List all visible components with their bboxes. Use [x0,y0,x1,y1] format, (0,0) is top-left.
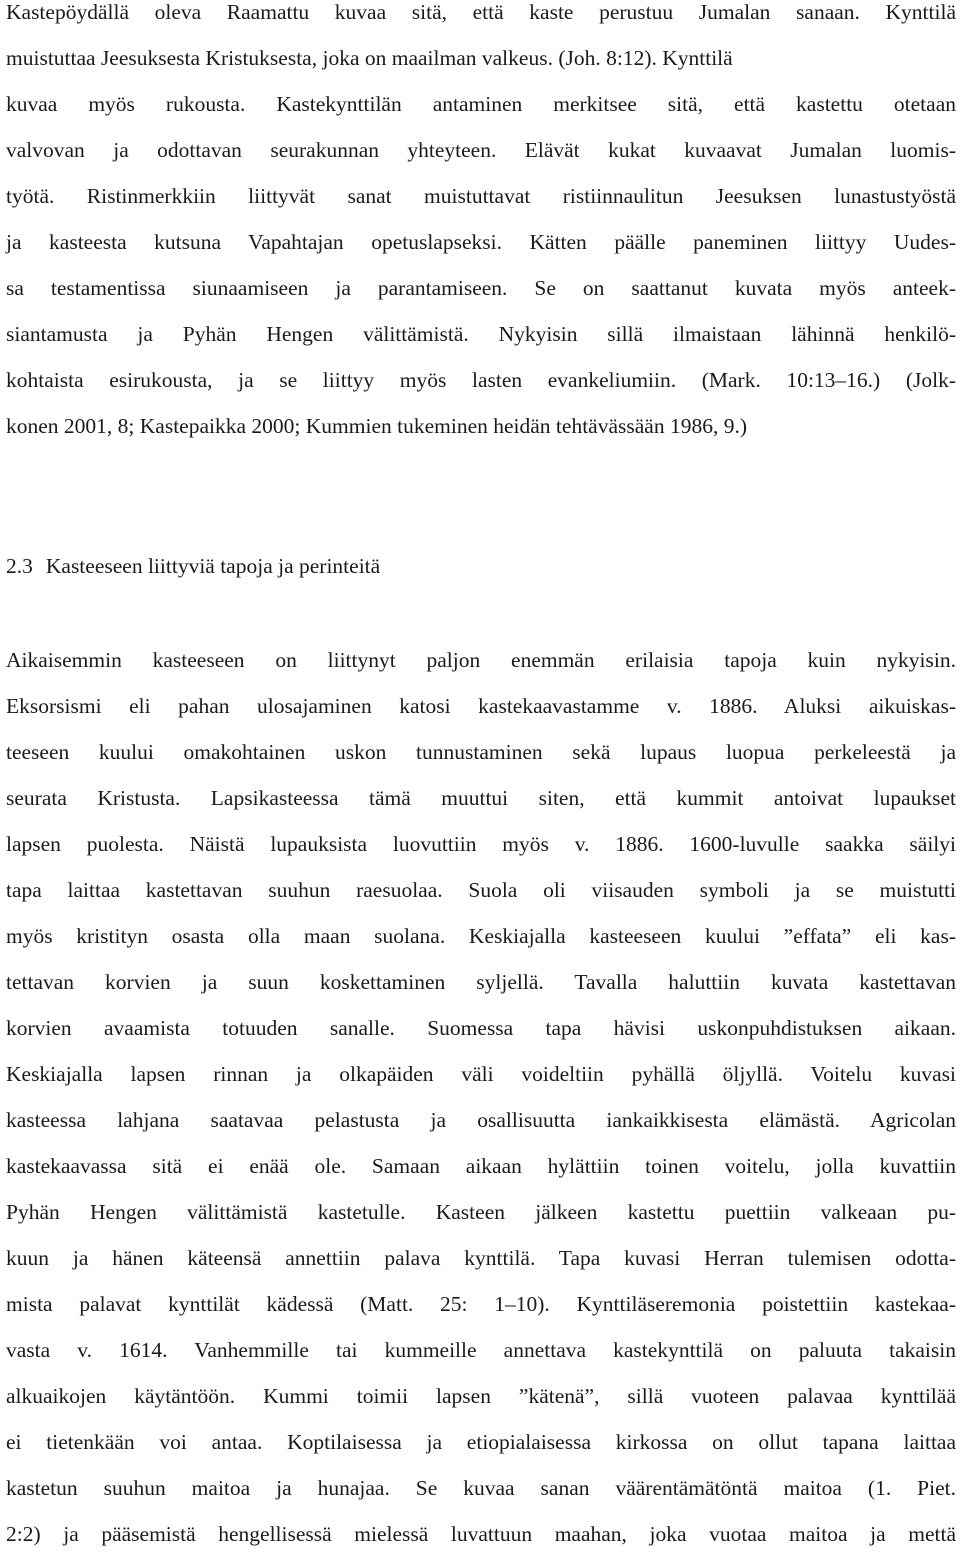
text-line: seurata Kristusta. Lapsikasteessa tämä muuttui siten, että kummit antoivat lupaukset [6,786,956,810]
text-line: Kastepöydällä oleva Raamattu kuvaa sitä, että kaste perustuu Jumalan sanaan. Kynttilä [6,0,956,24]
text-line: Keskiajalla lapsen rinnan ja olkapäiden väli voideltiin pyhällä öljyllä. Voitelu kuvasi [6,1062,956,1086]
text-line: vasta v. 1614. Vanhemmille tai kummeille annettava kastekynttilä on paluuta takaisin [6,1338,956,1362]
section-title: Kasteeseen liittyviä tapoja ja perinteitä [45,554,381,578]
text-line: alkuaikojen käytäntöön. Kummi toimii lapsen ”kätenä”, sillä vuoteen palavaa kynttilää [6,1384,956,1408]
text-line: korvien avaamista totuuden sanalle. Suomessa tapa hävisi uskonpuhdistuksen aikaan. [6,1016,956,1040]
section-heading [6,556,380,578]
text-line: kastetun suuhun maitoa ja hunajaa. Se kuvaa sanan väärentämätöntä maitoa (1. Piet. [6,1476,956,1500]
text-line: myös kristityn osasta olla maan suolana. Keskiajalla kasteeseen kuului ”effata” eli kas- [6,924,956,948]
text-line: kuun ja hänen käteensä annettiin palava kynttilä. Tapa kuvasi Herran tulemisen odotta- [6,1246,956,1270]
text-line: lapsen puolesta. Näistä lupauksista luovuttiin myös v. 1886. 1600-luvulle saakka säilyi [6,832,956,856]
text-line: konen 2001, 8; Kastepaikka 2000; Kummien tukeminen heidän tehtävässään 1986, 9.) [6,414,747,438]
text-line: kuvaa myös rukousta. Kastekynttilän antaminen merkitsee sitä, että kastettu otetaan [6,92,956,116]
text-line: ja kasteesta kutsuna Vapahtajan opetuslapseksi. Kätten päälle paneminen liittyy Uudes- [6,230,956,254]
text-line: Aikaisemmin kasteeseen on liittynyt paljon enemmän erilaisia tapoja kuin nykyisin. [6,648,956,672]
text-line: Eksorsismi eli pahan ulosajaminen katosi kastekaavastamme v. 1886. Aluksi aikuiskas- [6,694,956,718]
text-line: ei tietenkään voi antaa. Koptilaisessa ja etiopialaisessa kirkossa on ollut tapana laittaa [6,1430,956,1454]
text-line: siantamusta ja Pyhän Hengen välittämistä. Nykyisin sillä ilmaistaan lähinnä henkilö- [6,322,956,346]
text-line: sa testamentissa siunaamiseen ja parantamiseen. Se on saattanut kuvata myös anteek- [6,276,956,300]
text-line: tapa laittaa kastettavan suuhun raesuolaa. Suola oli viisauden symboli ja se muistutti [6,878,956,902]
section-number: 2.3 [6,554,33,578]
text-line: teeseen kuului omakohtainen uskon tunnustaminen sekä lupaus luopua perkeleestä ja [6,740,956,764]
text-line: kastekaavassa sitä ei enää ole. Samaan aikaan hylättiin toinen voitelu, jolla kuvattiin [6,1154,956,1178]
text-line: muistuttaa Jeesuksesta Kristuksesta, joka on maailman valkeus. (Joh. 8:12). Kynttilä [6,46,733,70]
text-line: työtä. Ristinmerkkiin liittyvät sanat muistuttavat ristiinnaulitun Jeesuksen lunastustyöstä [6,184,956,208]
text-line: kohtaista esirukousta, ja se liittyy myös lasten evankeliumiin. (Mark. 10:13–16.) (Jolk- [6,368,956,392]
text-line: kasteessa lahjana saatavaa pelastusta ja osallisuutta iankaikkisesta elämästä. Agricolan [6,1108,956,1132]
text-line: valvovan ja odottavan seurakunnan yhteyteen. Elävät kukat kuvaavat Jumalan luomis- [6,138,956,162]
text-line: tettavan korvien ja suun koskettaminen syljellä. Tavalla haluttiin kuvata kastettavan [6,970,956,994]
text-line: mista palavat kynttilät kädessä (Matt. 25: 1–10). Kynttiläseremonia poistettiin kastekaa- [6,1292,956,1316]
text-line: Pyhän Hengen välittämistä kastetulle. Kasteen jälkeen kastettu puettiin valkeaan pu- [6,1200,956,1224]
text-line: 2:2) ja pääsemistä hengellisessä mielessä luvattuun maahan, joka vuotaa maitoa ja mettä [6,1522,956,1546]
